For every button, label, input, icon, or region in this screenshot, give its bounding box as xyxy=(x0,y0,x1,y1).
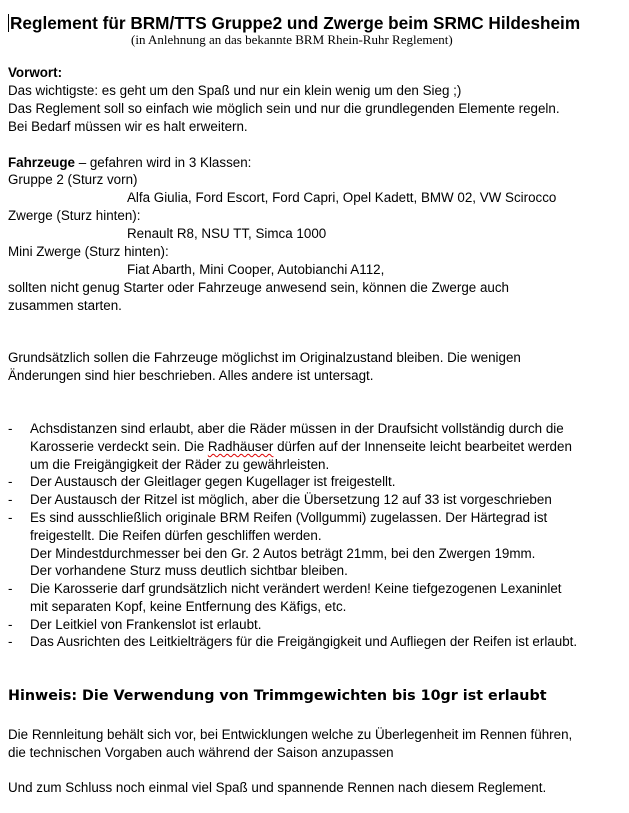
rule-5-line-2: mit separaten Kopf, keine Entfernung des Käfigs, etc. xyxy=(30,599,347,614)
vorwort-line-3: Bei Bedarf müssen wir es halt erweitern. xyxy=(8,119,248,134)
class-zwerge-label: Zwerge (Sturz hinten): xyxy=(8,208,141,223)
rule-5-bullet: - xyxy=(8,581,13,596)
rule-4-line-3: Der Mindestdurchmesser bei den Gr. 2 Autos beträgt 21mm, bei den Zwergen 19mm. xyxy=(30,546,536,561)
spelling-flag-radhaeuser: Radhäuser xyxy=(207,439,274,454)
vorwort-heading: Vorwort: xyxy=(8,65,63,80)
vorwort-line-1: Das wichtigste: es geht um den Spaß und nur ein klein wenig um den Sieg ;) xyxy=(8,83,462,98)
rule-4-line-1: Es sind ausschließlich originale BRM Reifen (Vollgummi) zugelassen. Der Härtegrad ist xyxy=(30,510,548,525)
title-text: Reglement für BRM/TTS Gruppe2 und Zwerge beim SRMC Hildesheim xyxy=(10,13,581,33)
rule-6-bullet: - xyxy=(8,617,13,632)
class-minizwerge-label: Mini Zwerge (Sturz hinten): xyxy=(8,244,169,259)
fahrzeuge-heading-bold: Fahrzeuge xyxy=(8,155,75,170)
rule-1-line-2-c: dürfen auf der Innenseite leicht bearbeitet werden xyxy=(273,439,572,454)
rule-1-line-1: Achsdistanzen sind erlaubt, aber die Räder müssen in der Draufsicht vollständig durch die xyxy=(30,421,564,436)
fahrzeuge-closing-1: sollten nicht genug Starter oder Fahrzeuge anwesend sein, können die Zwerge auch xyxy=(8,280,509,295)
rule-5-line-1: Die Karosserie darf grundsätzlich nicht verändert werden! Keine tiefgezogenen Lexaninlet xyxy=(30,581,562,596)
grundsatz-line-1: Grundsätzlich sollen die Fahrzeuge möglichst im Originalzustand bleiben. Die wenigen xyxy=(8,350,521,365)
class-minizwerge-cars: Fiat Abarth, Mini Cooper, Autobianchi A112, xyxy=(127,262,385,277)
class-gruppe2-cars: Alfa Giulia, Ford Escort, Ford Capri, Opel Kadett, BMW 02, VW Scirocco xyxy=(127,190,557,205)
fahrzeuge-heading-rest: – gefahren wird in 3 Klassen: xyxy=(74,155,252,170)
rule-4-line-4: Der vorhandene Sturz muss deutlich sichtbar bleiben. xyxy=(30,563,348,578)
rule-3-bullet: - xyxy=(8,492,13,507)
grundsatz-line-2: Änderungen sind hier beschrieben. Alles andere ist untersagt. xyxy=(8,368,374,383)
rule-4-bullet: - xyxy=(8,510,13,525)
document-subtitle: (in Anlehnung an das bekannte BRM Rhein-Ruhr Reglement) xyxy=(131,32,453,47)
rennleitung-line-2: die technischen Vorgaben auch während der Saison anzupassen xyxy=(8,745,394,760)
rule-3: Der Austausch der Ritzel ist möglich, aber die Übersetzung 12 auf 33 ist vorgeschrieben xyxy=(30,492,552,507)
rennleitung-line-1: Die Rennleitung behält sich vor, bei Entwicklungen welche zu Überlegenheit im Rennen führen, xyxy=(8,727,573,742)
rule-1-line-3: um die Freigängigkeit der Räder zu gewährleisten. xyxy=(30,457,330,472)
rule-6: Der Leitkiel von Frankenslot ist erlaubt. xyxy=(30,617,262,632)
fahrzeuge-heading xyxy=(8,154,251,172)
fahrzeuge-closing-2: zusammen starten. xyxy=(8,298,122,313)
vorwort-line-2: Das Reglement soll so einfach wie möglich sein und nur die grundlegenden Elemente regeln. xyxy=(8,101,560,116)
class-gruppe2-label: Gruppe 2 (Sturz vorn) xyxy=(8,172,138,187)
rule-1-bullet: - xyxy=(8,421,13,436)
class-zwerge-cars: Renault R8, NSU TT, Simca 1000 xyxy=(127,226,327,241)
text-cursor xyxy=(8,14,9,32)
rule-4-line-2: freigestellt. Die Reifen dürfen geschliffen werden. xyxy=(30,528,322,543)
rule-7: Das Ausrichten des Leitkielträgers für die Freigängigkeit und Aufliegen der Reifen ist erlaubt. xyxy=(30,634,578,649)
rule-1-line-2 xyxy=(30,438,572,456)
rule-1-line-2-a: Karosserie verdeckt sein. Die xyxy=(30,439,208,454)
rule-2: Der Austausch der Gleitlager gegen Kugellager ist freigestellt. xyxy=(30,474,396,489)
hinweis-note: Hinweis: Die Verwendung von Trimmgewichten bis 10gr ist erlaubt xyxy=(8,688,547,704)
rule-2-bullet: - xyxy=(8,474,13,489)
rule-7-bullet: - xyxy=(8,634,13,649)
schluss-line: Und zum Schluss noch einmal viel Spaß und spannende Rennen nach diesem Reglement. xyxy=(8,780,547,795)
